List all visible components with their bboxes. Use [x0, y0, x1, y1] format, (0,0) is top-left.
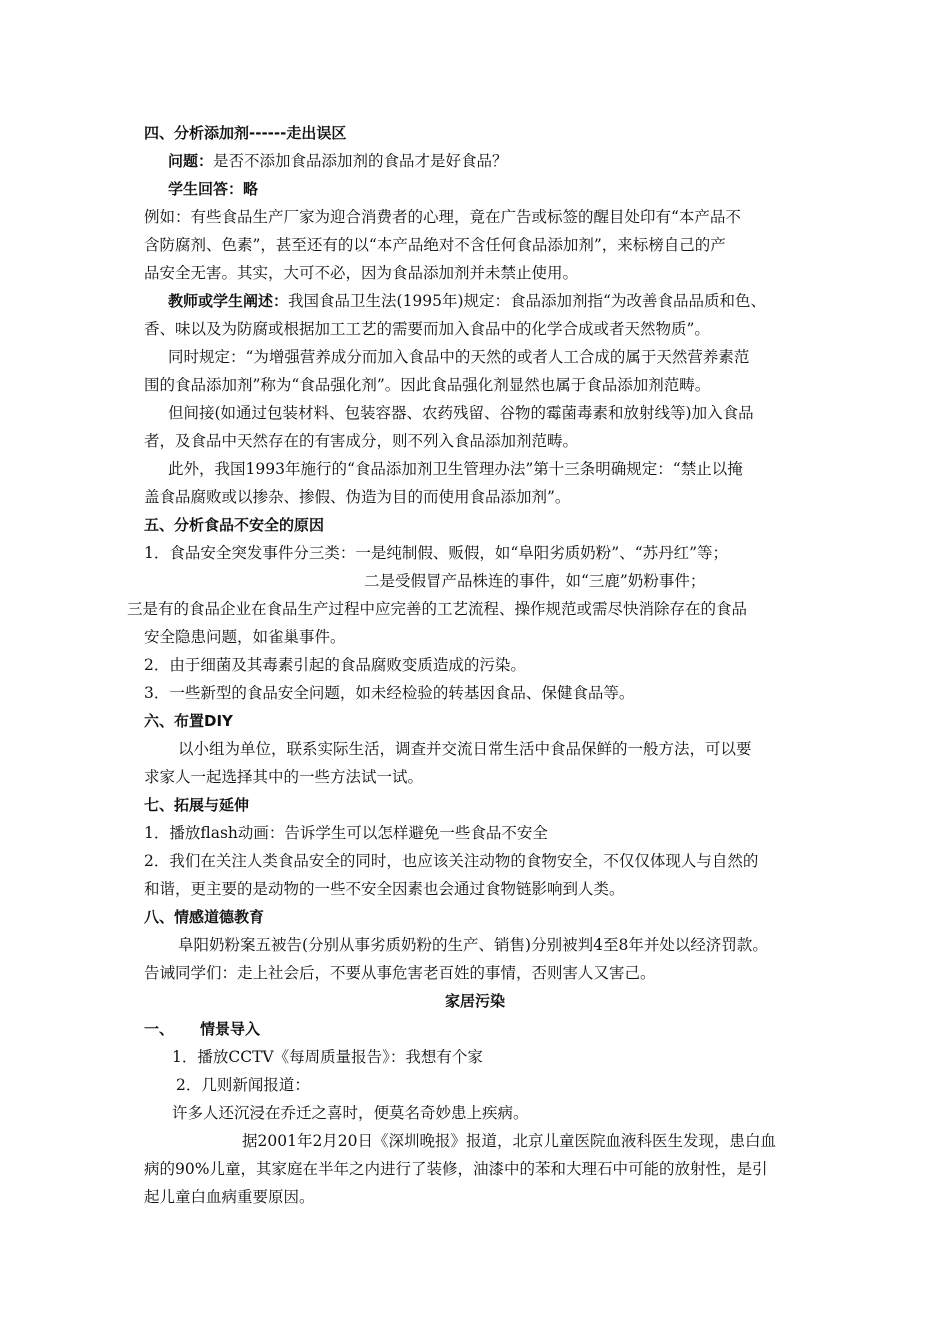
question-text: 是否不添加食品添加剂的食品才是好食品？ — [213, 152, 508, 170]
paragraph-line: 起儿童白血病重要原因。 — [144, 1188, 315, 1206]
paragraph-line: 香、味以及为防腐或根据加工工艺的需要而加入食品中的化学合成或者天然物质”。 — [144, 320, 710, 338]
paragraph-line: 但间接(如通过包装材料、包装容器、农药残留、谷物的霉菌毒素和放射线等)加入食品 — [168, 404, 754, 422]
section-6-heading: 六、布置DIY — [144, 712, 233, 730]
home-pollution-title: 家居污染 — [444, 992, 505, 1010]
student-answer: 学生回答：略 — [168, 180, 259, 198]
teacher-label: 教师或学生阐述： — [168, 292, 289, 310]
section-4-heading: 四、分析添加剂------走出误区 — [144, 124, 347, 142]
question-label: 问题： — [168, 152, 214, 170]
list-item: 2．我们在关注人类食品安全的同时，也应该关注动物的食物安全，不仅仅体现人与自然的 — [144, 852, 759, 870]
paragraph-line: 例如：有些食品生产厂家为迎合消费者的心理，竟在广告或标签的醒目处印有“本产品不 — [144, 208, 741, 226]
list-item: 3．一些新型的食品安全问题，如未经检验的转基因食品、保健食品等。 — [144, 684, 635, 702]
paragraph-line: 此外，我国1993年施行的“食品添加剂卫生管理办法”第十三条明确规定：“禁止以掩 — [168, 460, 743, 478]
list-item: 1．播放flash动画：告诉学生可以怎样避免一些食品不安全 — [144, 824, 548, 842]
paragraph-line: 告诫同学们：走上社会后，不要从事危害老百姓的事情，否则害人又害己。 — [144, 964, 656, 982]
paragraph-line: 病的90%儿童，其家庭在半年之内进行了装修，油漆中的苯和大理石中可能的放射性，是引 — [144, 1160, 768, 1178]
paragraph-line: 含防腐剂、色素”，甚至还有的以“本产品绝对不含任何食品添加剂”，来标榜自己的产 — [144, 236, 726, 254]
home-heading-text: 情景导入 — [200, 1020, 261, 1038]
paragraph-line: 以小组为单位，联系实际生活，调查并交流日常生活中食品保鲜的一般方法，可以要 — [178, 740, 752, 758]
home-heading-number: 一、 — [144, 1020, 175, 1038]
list-item: 2．由于细菌及其毒素引起的食品腐败变质造成的污染。 — [144, 656, 526, 674]
paragraph-line: 盖食品腐败或以掺杂、掺假、伪造为目的而使用食品添加剂”。 — [144, 488, 571, 506]
question-line — [168, 151, 508, 171]
paragraph-line: 阜阳奶粉案五被告(分别从事劣质奶粉的生产、销售)分别被判4至8年并处以经济罚款。 — [178, 936, 768, 954]
paragraph-line: 据2001年2月20日《深圳晚报》报道，北京儿童医院血液科医生发现，患白血 — [242, 1132, 777, 1150]
section-8-heading: 八、情感道德教育 — [144, 908, 265, 926]
teacher-line — [168, 291, 766, 311]
list-item: 安全隐患问题，如雀巢事件。 — [144, 628, 346, 646]
list-item: 和谐，更主要的是动物的一些不安全因素也会通过食物链影响到人类。 — [144, 880, 625, 898]
list-item: 2．几则新闻报道： — [176, 1076, 310, 1094]
list-item: 三是有的食品企业在食品生产过程中应完善的工艺流程、操作规范或需尽快消除存在的食品 — [127, 600, 748, 618]
list-item: 二是受假冒产品株连的事件，如“三鹿”奶粉事件； — [364, 572, 706, 590]
paragraph-line: 围的食品添加剂”称为“食品强化剂”。因此食品强化剂显然也属于食品添加剂范畴。 — [144, 376, 711, 394]
paragraph-line: 同时规定：“为增强营养成分而加入食品中的天然的或者人工合成的属于天然营养素范 — [168, 348, 750, 366]
section-7-heading: 七、拓展与延伸 — [144, 796, 250, 814]
paragraph-line: 者，及食品中天然存在的有害成分，则不列入食品添加剂范畴。 — [144, 432, 579, 450]
paragraph-line: 品安全无害。其实，大可不必，因为食品添加剂并未禁止使用。 — [144, 264, 579, 282]
list-item: 1．播放CCTV《每周质量报告》：我想有个家 — [172, 1048, 483, 1066]
paragraph-line: 求家人一起选择其中的一些方法试一试。 — [144, 768, 424, 786]
paragraph-line: 许多人还沉浸在乔迁之喜时，便莫名奇妙患上疾病。 — [172, 1104, 529, 1122]
teacher-text: 我国食品卫生法(1995年)规定：食品添加剂指“为改善食品品质和色、 — [288, 292, 766, 310]
section-5-heading: 五、分析食品不安全的原因 — [144, 516, 325, 534]
list-item: 1．食品安全突发事件分三类：一是纯制假、贩假，如“阜阳劣质奶粉”、“苏丹红”等； — [144, 544, 729, 562]
